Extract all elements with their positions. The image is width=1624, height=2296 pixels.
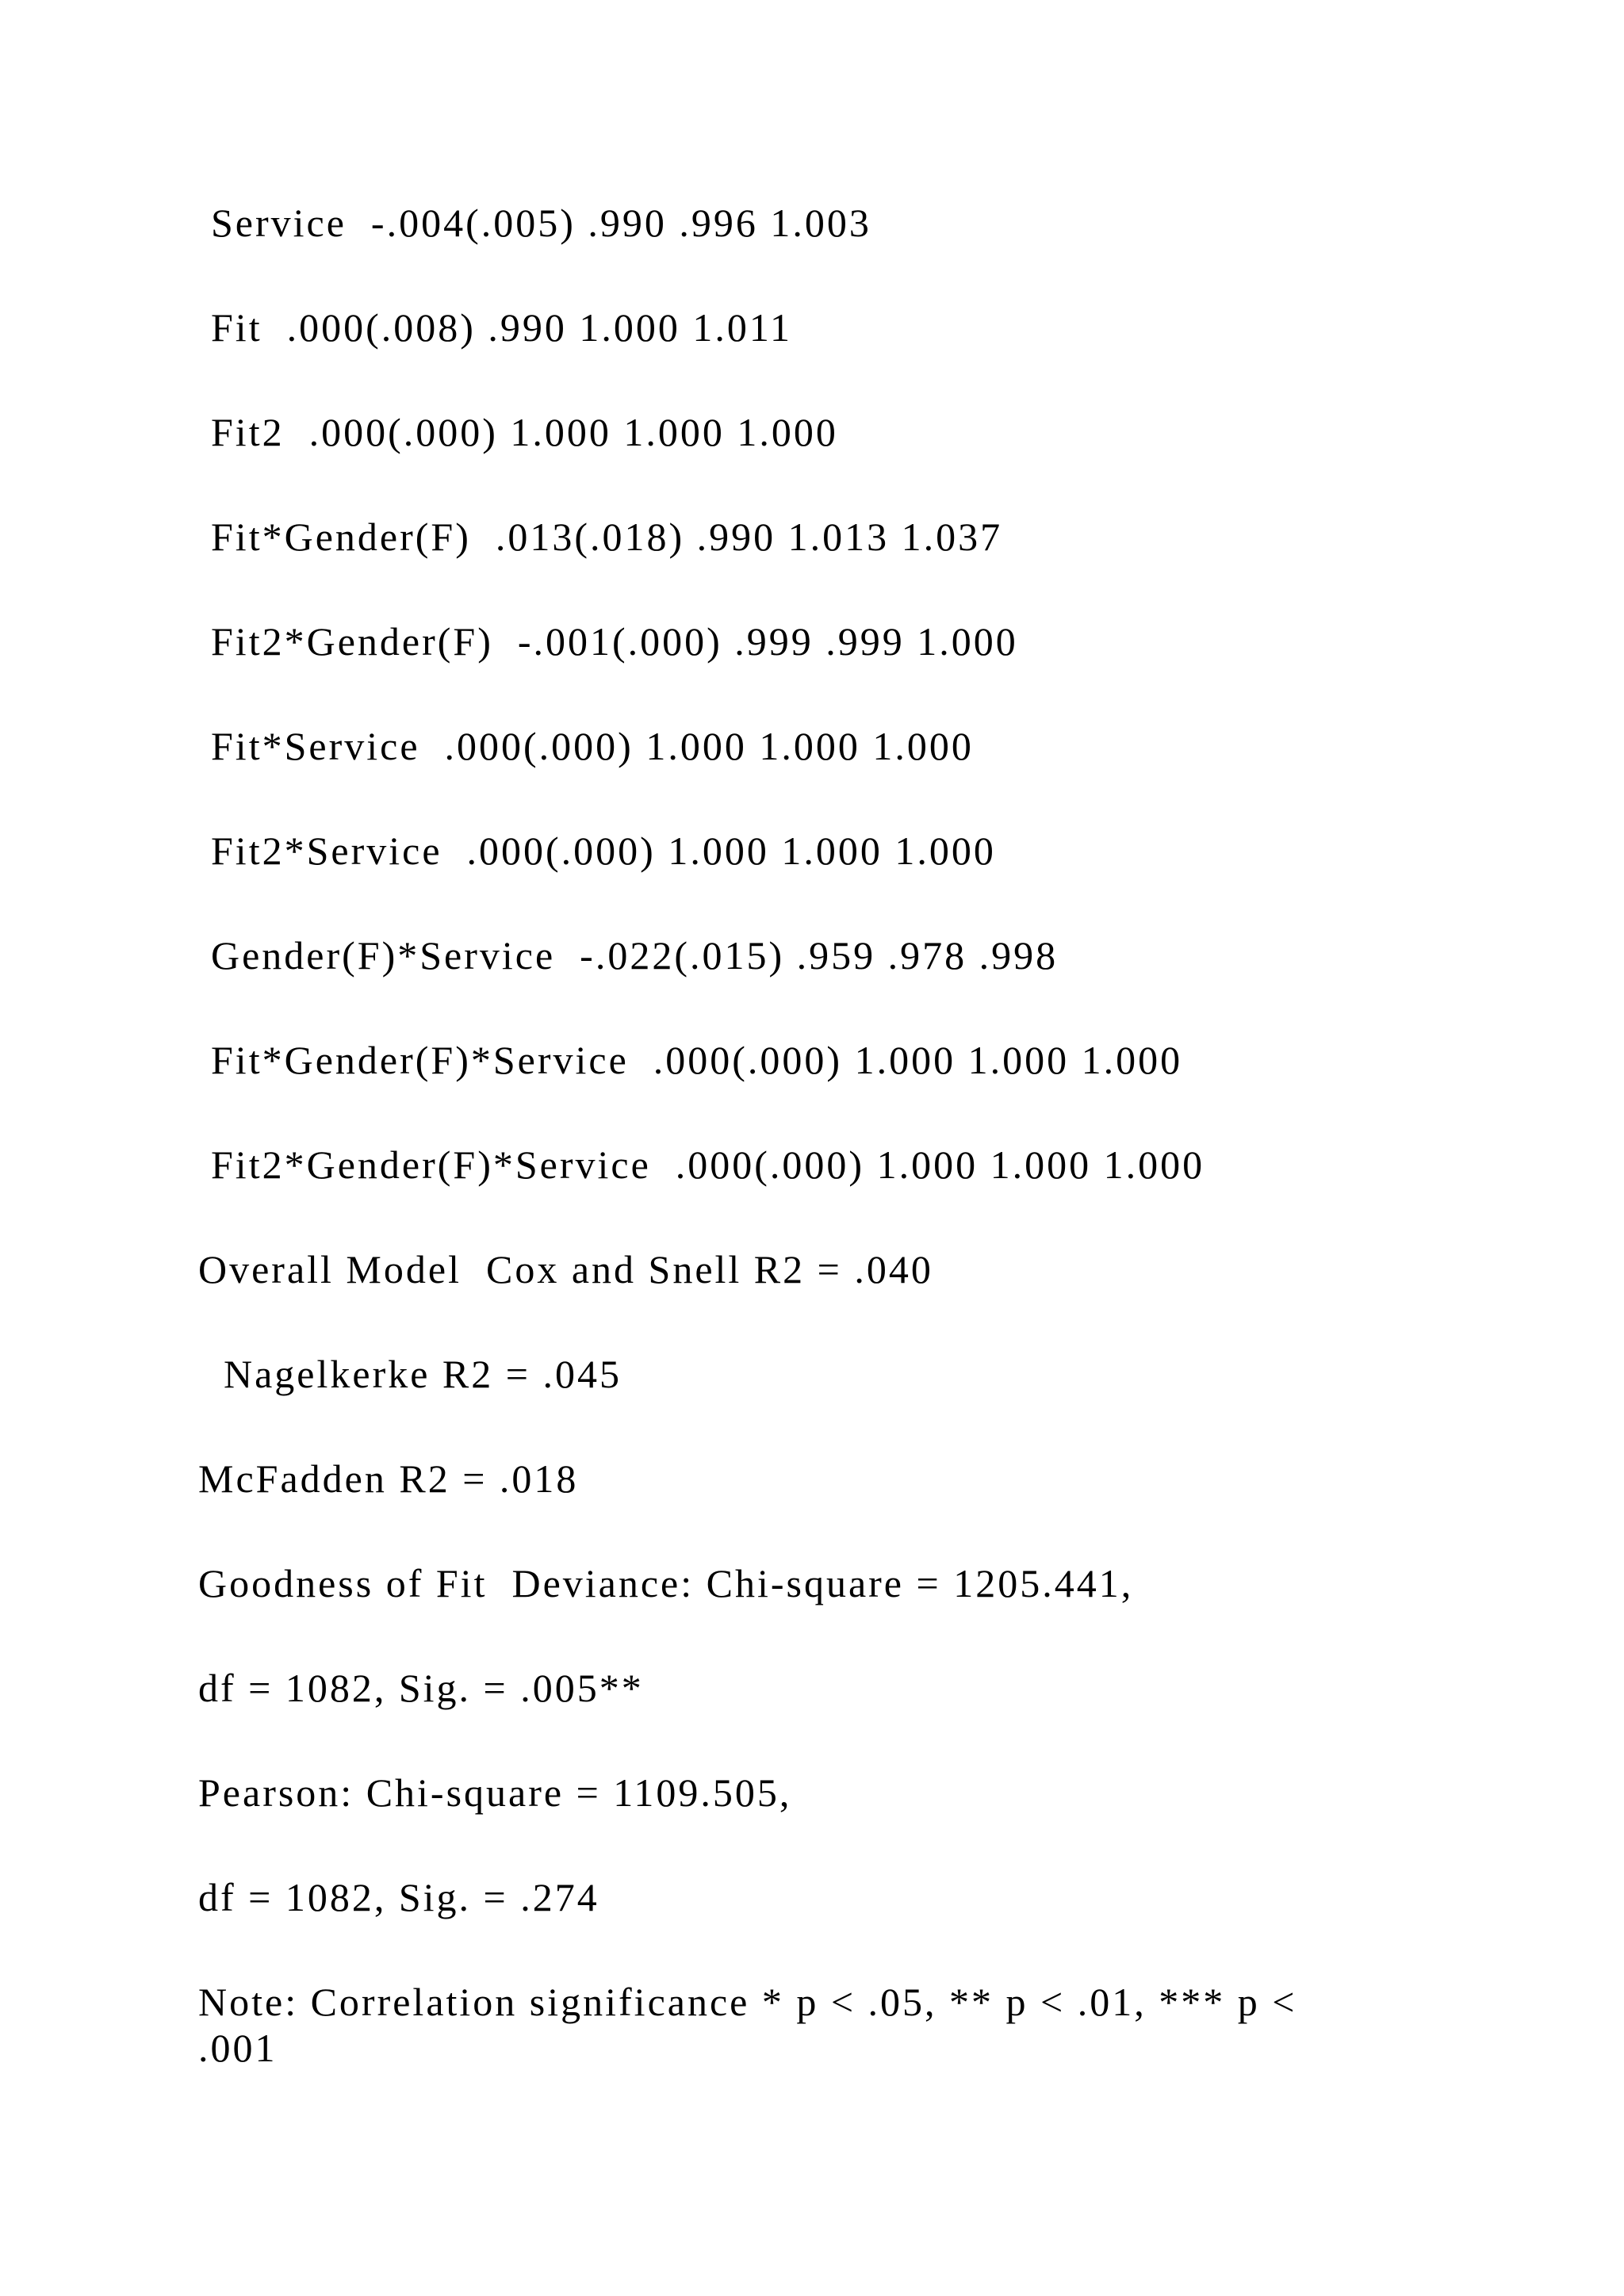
table-row-service: Service -.004(.005) .990 .996 1.003	[211, 201, 871, 245]
deviance-df-line: df = 1082, Sig. = .005**	[198, 1666, 644, 1710]
table-row-fit-service: Fit*Service .000(.000) 1.000 1.000 1.000	[211, 724, 974, 768]
table-row-fit: Fit .000(.008) .990 1.000 1.011	[211, 305, 793, 350]
nagelkerke-line: Nagelkerke R2 = .045	[224, 1352, 622, 1396]
overall-model-line: Overall Model Cox and Snell R2 = .040	[198, 1247, 933, 1292]
significance-note: Note: Correlation significance * p < .05, ** p < .01, *** p < .001	[198, 1980, 1297, 2070]
table-row-gender-service: Gender(F)*Service -.022(.015) .959 .978 .998	[211, 933, 1059, 978]
table-row-fit-gender-service: Fit*Gender(F)*Service .000(.000) 1.000 1.000 1.000	[211, 1038, 1183, 1082]
table-row-fit2-gender: Fit2*Gender(F) -.001(.000) .999 .999 1.000	[211, 619, 1018, 664]
table-row-fit2: Fit2 .000(.000) 1.000 1.000 1.000	[211, 410, 838, 454]
table-row-fit-gender: Fit*Gender(F) .013(.018) .990 1.013 1.037	[211, 515, 1003, 559]
table-row-fit2-gender-service: Fit2*Gender(F)*Service .000(.000) 1.000 1.000 1.000	[211, 1142, 1205, 1187]
table-row-fit2-service: Fit2*Service .000(.000) 1.000 1.000 1.000	[211, 828, 996, 873]
goodness-of-fit-line: Goodness of Fit Deviance: Chi-square = 1205.441,	[198, 1561, 1134, 1605]
pearson-df-line: df = 1082, Sig. = .274	[198, 1875, 599, 1919]
pearson-line: Pearson: Chi-square = 1109.505,	[198, 1770, 792, 1815]
mcfadden-line: McFadden R2 = .018	[198, 1456, 579, 1501]
